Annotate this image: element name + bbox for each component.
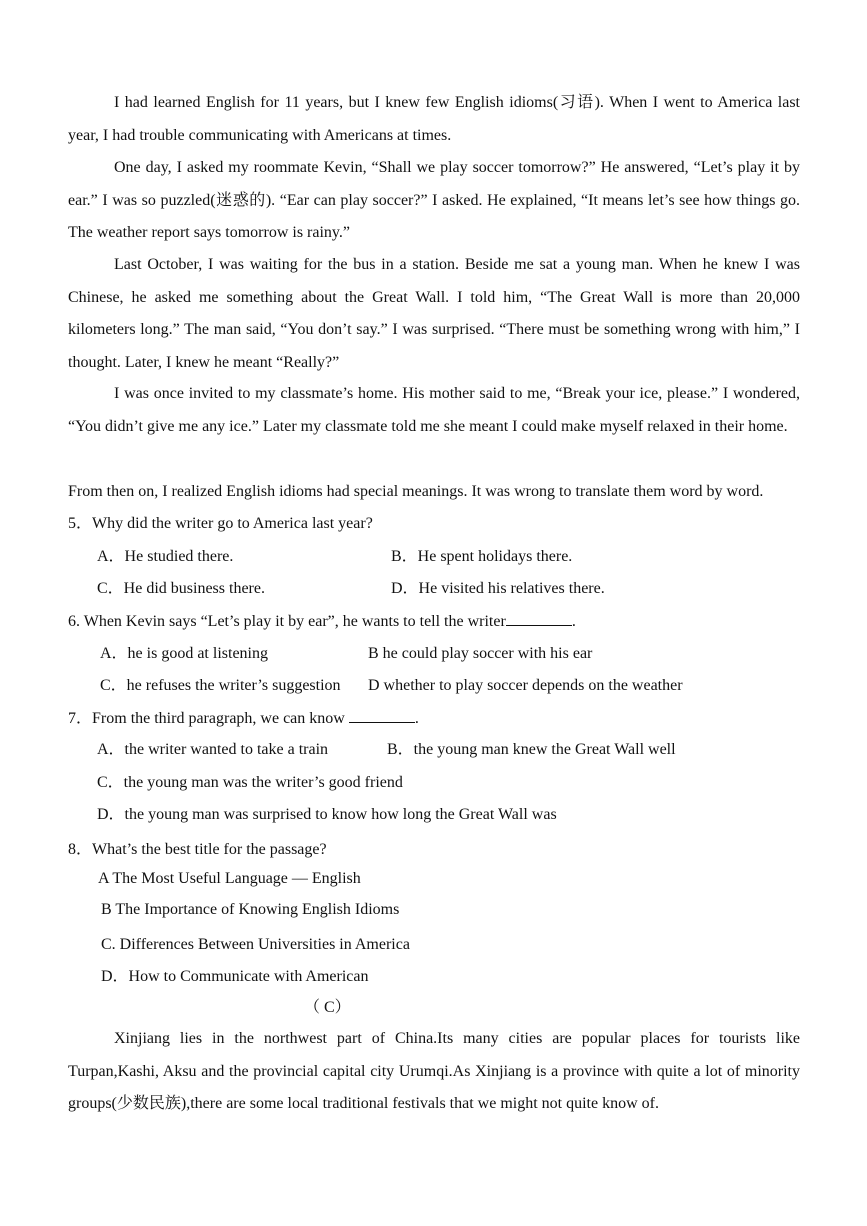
option-c: C．he refuses the writer’s suggestion: [100, 677, 341, 694]
passage-paragraph-3: Last October, I was waiting for the bus in a station. Beside me sat a young man. When he knew I was Chinese, he asked me something about the Great Wall. I told him, “The Great Wall is more than 20,000 kilometers long.” The man said, “You don’t say.” I was surprised. “There must be something wrong with him,” I thought. Later, I knew he meant “Really?”: [68, 256, 800, 371]
question-6: 6. When Kevin says “Let’s play it by ear”, he wants to tell the writer .: [68, 613, 576, 630]
option-b: B The Importance of Knowing English Idioms: [101, 901, 400, 918]
answer-blank: [506, 611, 572, 626]
option-d: D．the young man was surprised to know how long the Great Wall was: [97, 806, 557, 823]
question-8: [68, 840, 327, 860]
section-c-paragraph-1: Xinjiang lies in the northwest part of China.Its many cities are popular places for tourists like Turpan,Kashi, Aksu and the provincial capital city Urumqi.As Xinjiang is a province with quite a lot of minority groups(少数民族),there are some local traditional festivals that we might not quite know of.: [68, 1030, 800, 1112]
question-number: 8．: [68, 841, 93, 858]
option-b: B．the young man knew the Great Wall well: [387, 741, 676, 758]
option-a: A．he is good at listening: [100, 645, 268, 662]
section-heading: （ C）: [304, 999, 351, 1016]
option-c: C．the young man was the writer’s good friend: [97, 774, 403, 791]
answer-blank: [349, 708, 415, 723]
option-b: B．He spent holidays there.: [391, 548, 573, 565]
question-stem: Why did the writer go to America last year?: [92, 515, 373, 532]
question-7: 7．From the third paragraph, we can know .: [68, 710, 419, 727]
option-d: D whether to play soccer depends on the weather: [368, 677, 683, 694]
passage-paragraph-1: I had learned English for 11 years, but I knew few English idioms(习语). When I went to America last year, I had trouble communicating with Americans at times.: [68, 94, 800, 144]
question-stem: What’s the best title for the passage?: [92, 841, 327, 858]
option-a: A．He studied there.: [97, 548, 234, 565]
option-c: C．He did business there.: [97, 580, 265, 597]
option-d: D．How to Communicate with American: [101, 968, 369, 985]
option-b: B he could play soccer with his ear: [368, 645, 593, 662]
question-stem: When Kevin says “Let’s play it by ear”, he wants to tell the writer: [83, 613, 506, 630]
option-d: D．He visited his relatives there.: [391, 580, 605, 597]
question-number: 6.: [68, 613, 80, 630]
option-a: A The Most Useful Language — English: [98, 870, 361, 887]
question-number: 7．: [68, 710, 93, 727]
question-number: 5．: [68, 515, 93, 532]
passage-paragraph-4: I was once invited to my classmate’s home. His mother said to me, “Break your ice, please.” I wondered, “You didn’t give me any ice.” Later my classmate told me she meant I could make myself relaxed in their home.: [68, 385, 800, 435]
question-stem: From the third paragraph, we can know: [92, 710, 345, 727]
option-c: C. Differences Between Universities in America: [101, 936, 410, 953]
passage-paragraph-5: From then on, I realized English idioms had special meanings. It was wrong to translate them word by word.: [68, 483, 764, 500]
question-5: [68, 514, 373, 534]
passage-paragraph-2: One day, I asked my roommate Kevin, “Shall we play soccer tomorrow?” He answered, “Let’s play it by ear.” I was so puzzled(迷惑的). “Ear can play soccer?” I asked. He explained, “It means let’s see how things go. The weather report says tomorrow is rainy.”: [68, 159, 800, 241]
option-a: A．the writer wanted to take a train: [97, 741, 329, 758]
